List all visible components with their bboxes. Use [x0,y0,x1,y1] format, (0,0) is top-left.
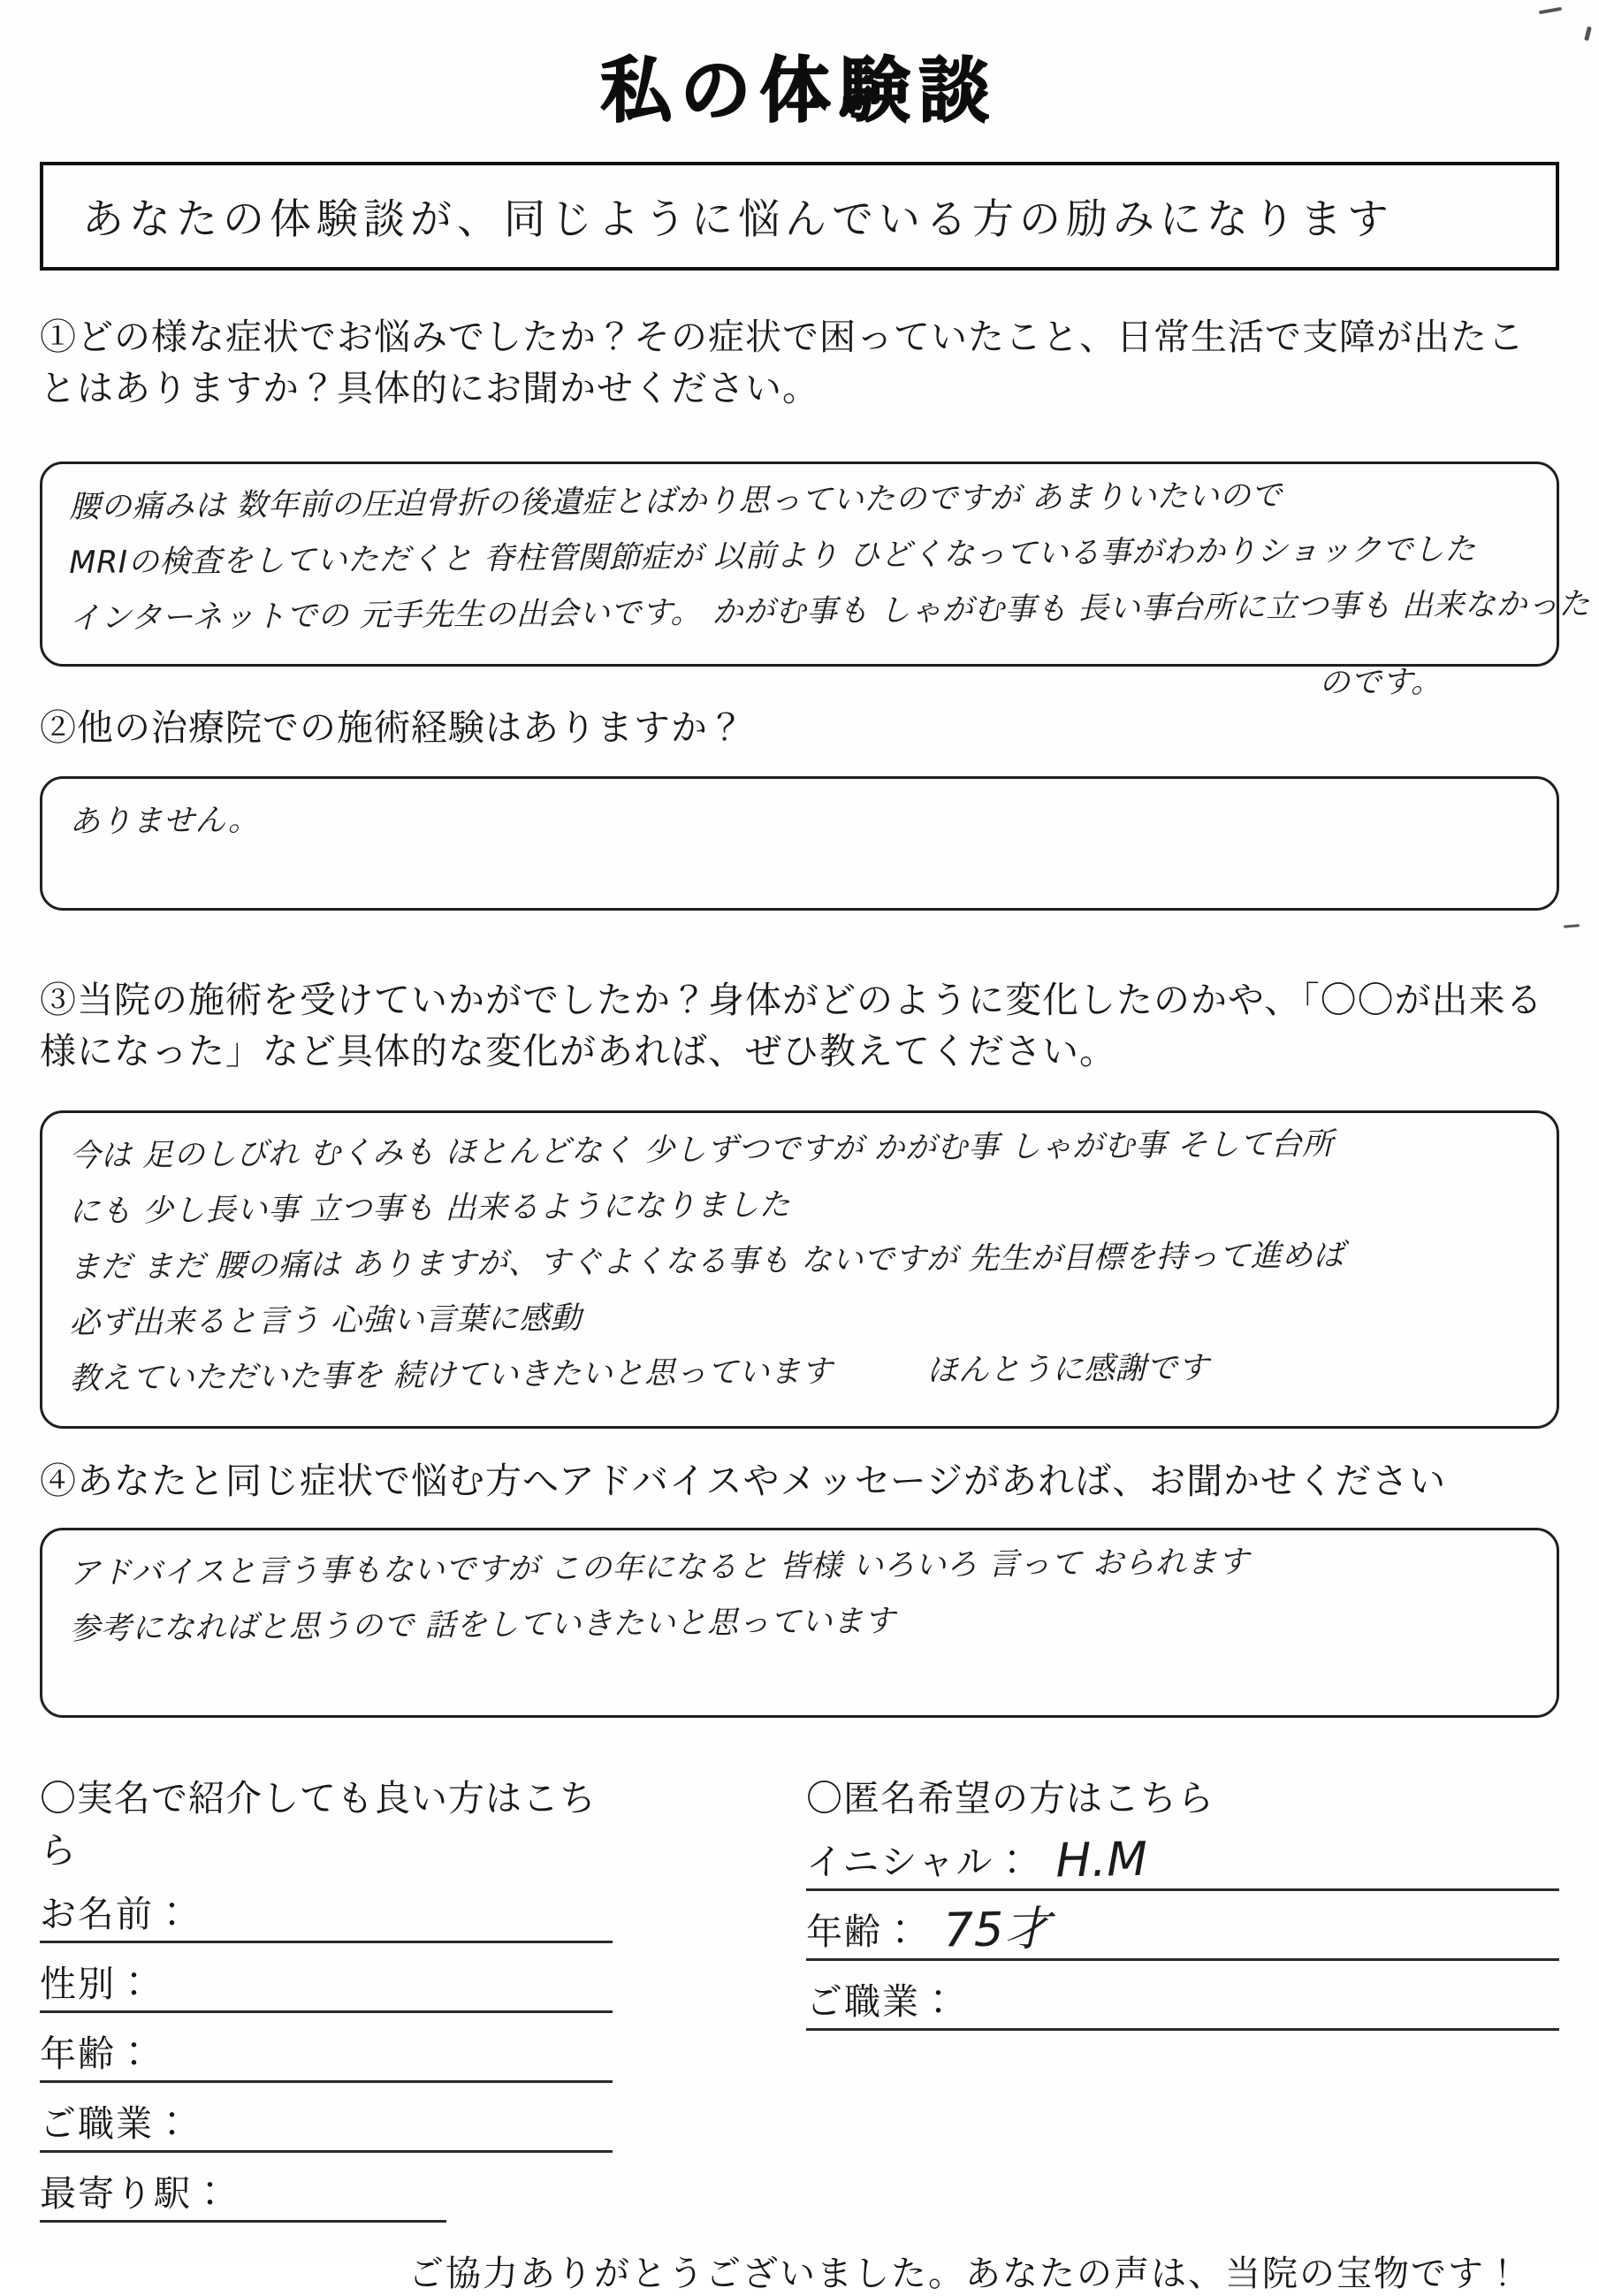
handwritten-line-overflow: のです。 [1319,665,1443,701]
field-age [40,2026,613,2083]
question-2-label: ②他の治療院での施術経験はありますか？ [40,702,1559,753]
anonymous-column [806,1769,1559,2223]
field-initials-label: イニシャル： [806,1833,1032,1885]
field-name-label: お名前： [40,1885,192,1937]
page-title: 私の体験談 [40,34,1559,135]
thank-you-note: ご協力ありがとうございました。あなたの声は、当院の宝物です！ [40,2246,1559,2296]
field-anon-occupation [806,1974,1559,2031]
field-anon-age-value: 75才 [920,1905,1052,1955]
field-gender-label: 性別： [40,1955,154,2007]
field-occupation [40,2096,613,2153]
handwritten-line: アドバイスと言う事もないですが この年になると 皆様 いろいろ 言って おられます [69,1532,1540,1602]
scan-artifact [1584,27,1592,42]
field-anon-age [806,1904,1559,1961]
field-nearest-station [40,2166,446,2223]
anonymous-heading: 〇匿名希望の方はこちら [806,1769,1559,1821]
signature-section [40,1769,1559,2223]
scan-artifact [1539,7,1562,14]
field-initials-value: H.M [1032,1836,1148,1885]
handwritten-line: 必ず出来ると言う 心強い言葉に感動 [69,1282,1540,1352]
field-gender [40,1957,613,2013]
real-name-heading: 〇実名で紹介しても良い方はこちら [40,1769,613,1873]
answer-box-1 [40,461,1559,667]
handwritten-line: 参考になればと思うので 話をしていきたいと思っています [69,1588,1540,1658]
encouragement-banner: あなたの体験談が、同じように悩んでいる方の励みになります [40,162,1559,271]
handwritten-line: ありません。 [69,781,1540,851]
handwritten-line: にも 少し長い事 立つ事も 出来るようになりました [69,1171,1540,1240]
handwritten-line: MRIの検査をしていただくと 脊柱管関節症が 以前より ひどくなっている事がわかりショックでした [69,522,1540,591]
handwritten-line: 教えていただいた事を 続けていきたいと思っています ほんとうに感謝です [69,1338,1540,1407]
real-name-column [40,1769,613,2223]
handwritten-line: インターネットでの 元手先生の出会いです。 かがむ事も しゃがむ事も 長い事台所に立つ事も 出来なかった [69,577,1540,647]
handwritten-line: まだ まだ 腰の痛は ありますが、すぐよくなる事も ないですが 先生が目標を持って進めば [69,1226,1540,1296]
answer-box-2 [40,776,1559,911]
answer-box-3 [40,1110,1559,1429]
scan-artifact [1564,924,1580,928]
answer-box-4 [40,1528,1559,1718]
question-4-label: ④あなたと同じ症状で悩む方へアドバイスやメッセージがあれば、お聞かせください [40,1455,1559,1507]
question-3-label: ③当院の施術を受けていかがでしたか？身体がどのように変化したのかや、「〇〇が出来る様になった」など具体的な変化があれば、ぜひ教えてください。 [40,974,1559,1077]
handwritten-line: 今は 足のしびれ むくみも ほとんどなく 少しずつですが かがむ事 しゃがむ事 そして台所 [69,1115,1540,1185]
handwritten-line: 腰の痛みは 数年前の圧迫骨折の後遺症とばかり思っていたのですが あまりいたいので [69,466,1540,536]
field-occupation-label: ご職業： [40,2094,192,2147]
field-name [40,1887,613,1943]
question-1-label: ①どの様な症状でお悩みでしたか？その症状で困っていたこと、日常生活で支障が出たことはありますか？具体的にお聞かせください。 [40,311,1559,414]
field-anon-occupation-label: ご職業： [806,1972,958,2025]
field-anon-age-label: 年齢： [806,1903,920,1955]
field-initials [806,1835,1559,1891]
field-age-label: 年齢： [40,2025,154,2077]
field-nearest-station-label: 最寄り駅： [40,2164,230,2216]
